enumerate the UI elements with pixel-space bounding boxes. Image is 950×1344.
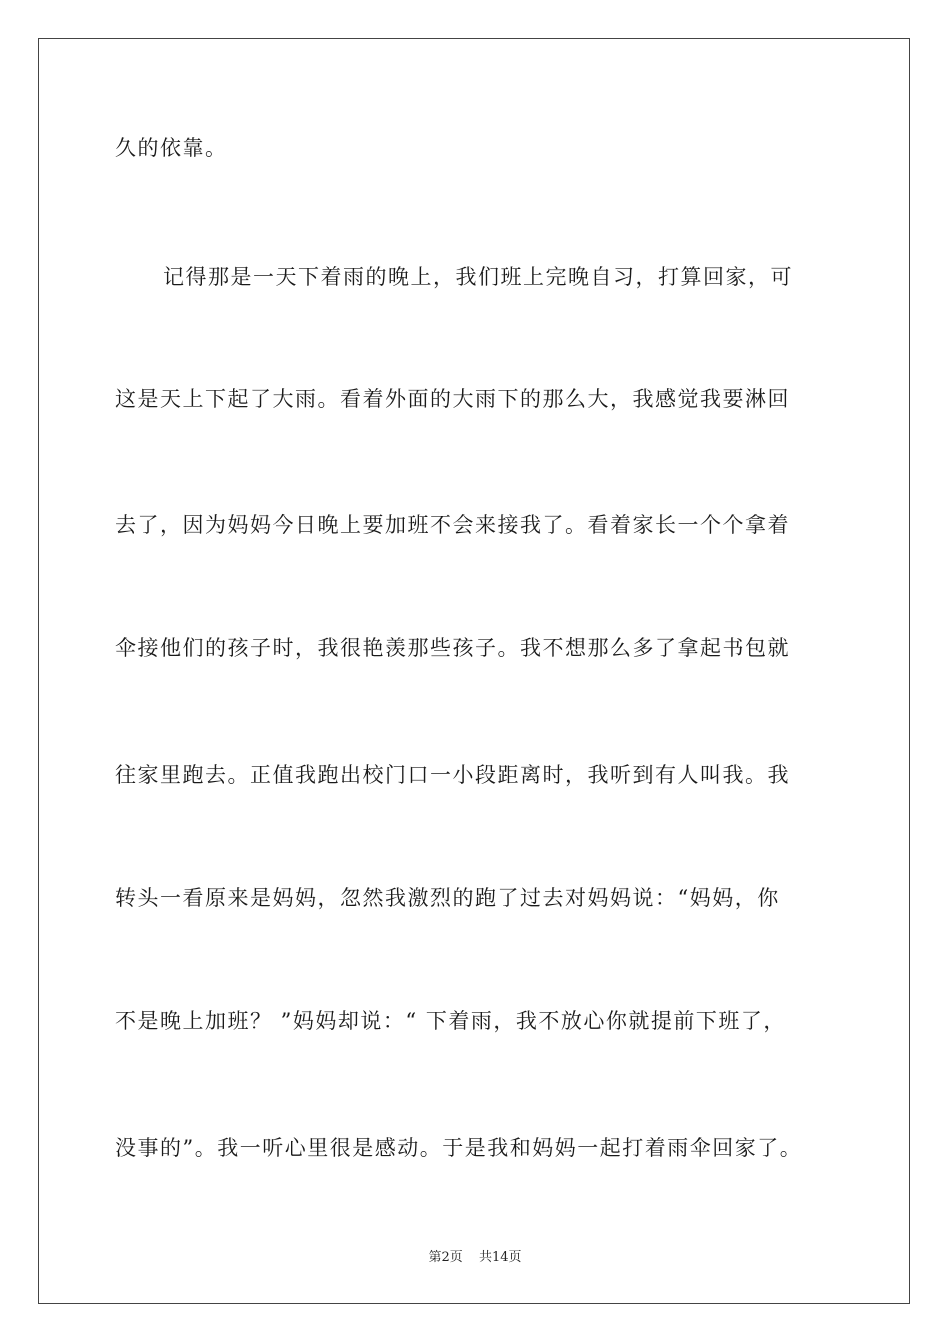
- text-line: 伞接他们的孩子时，我很艳羡那些孩子。我不想那么多了拿起书包就: [115, 636, 790, 660]
- text-line: 这是天上下起了大雨。看着外面的大雨下的那么大，我感觉我要淋回: [115, 387, 790, 411]
- text-line: 不是晚上加班？ ”妈妈却说：“ 下着雨，我不放心你就提前下班了，: [115, 1009, 786, 1033]
- page-total: 共14页: [478, 1250, 522, 1265]
- page-number: 第2页: [428, 1250, 463, 1265]
- text-line: 没事的”。我一听心里很是感动。于是我和妈妈一起打着雨伞回家了。: [115, 1136, 803, 1160]
- text-line: 往家里跑去。正值我跑出校门口一小段距离时，我听到有人叫我。我: [115, 763, 790, 787]
- paragraph-first-line: 记得那是一天下着雨的晚上，我们班上完晚自习，打算回家，可: [163, 265, 793, 289]
- text-line: 久的依靠。: [115, 136, 228, 160]
- page-footer: [0, 1246, 950, 1265]
- text-line: 转头一看原来是妈妈，忽然我激烈的跑了过去对妈妈说：“妈妈，你: [115, 886, 780, 910]
- page-border: [38, 38, 910, 1304]
- text-line: 去了，因为妈妈今日晚上要加班不会来接我了。看着家长一个个拿着: [115, 513, 790, 537]
